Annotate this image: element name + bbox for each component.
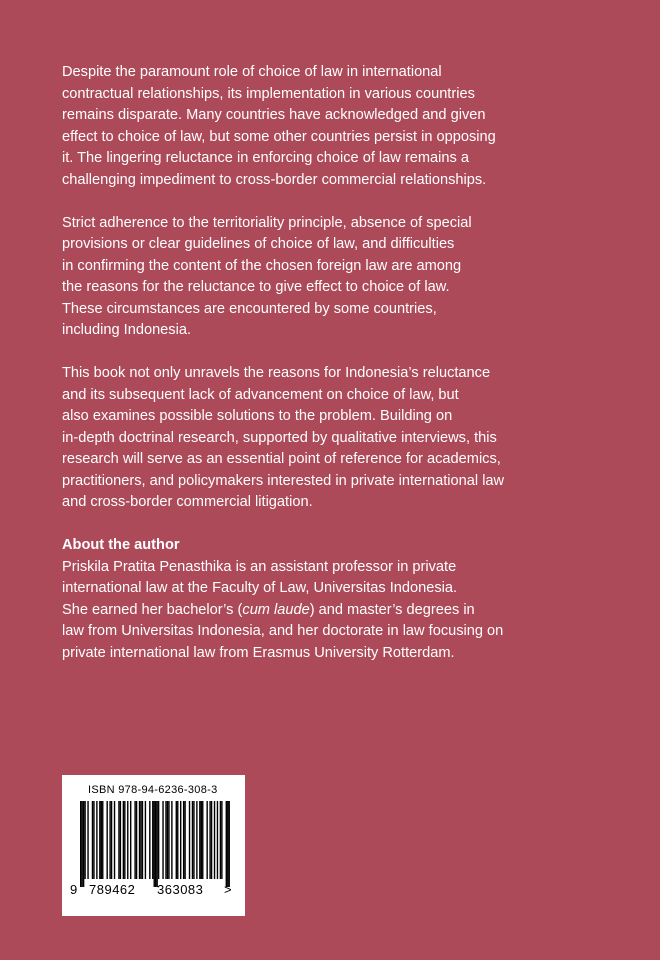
barcode-bar [206,801,207,879]
text-line: international law at the Faculty of Law, Universitas Indonesia. [62,580,458,596]
description-paragraph-1 [62,62,610,191]
barcode-bar [99,801,100,879]
barcode-bar [93,801,94,879]
barcode-bar [87,801,88,879]
text-line: Priskila Pratita Penasthika is an assistant professor in private [62,558,457,575]
text-line: in-depth doctrinal research, supported by qualitative interviews, this [62,429,497,446]
barcode-bar [124,801,125,879]
barcode-bar [134,801,135,879]
barcode-bar [123,801,124,879]
barcode-bar [165,801,166,879]
barcode-lead-digit: 9 [70,882,78,897]
text-line: practitioners, and policymakers interested in private international law [62,472,505,489]
barcode-bar [177,801,178,879]
text-line: in confirming the content of the chosen foreign law are among [62,257,462,274]
barcode-bar [220,801,221,879]
barcode-bar [180,801,181,879]
barcode-bar [96,801,97,879]
barcode-bar [140,801,141,879]
text-line: also examines possible solutions to the problem. Building on [62,408,453,424]
barcode-bar [83,801,84,887]
barcode-bar [217,801,218,879]
text-line: including Indonesia. [62,322,192,338]
description-paragraph-3 [62,363,610,514]
text-line: provisions or clear guidelines of choice of law, and difficulties [62,236,455,252]
barcode-bar [229,801,230,887]
barcode-bar [114,801,115,879]
barcode-bar [155,801,156,887]
barcode-bar [80,801,81,887]
barcode-bar [199,801,200,879]
text-line: This book not only unravels the reasons for Indonesia’s reluctance [62,365,491,381]
barcode-bar [106,801,107,879]
barcode-bar [142,801,143,879]
text-line [62,600,610,622]
barcode-bar [154,801,155,887]
text-line: remains disparate. Many countries have acknowledged and given [62,107,486,123]
text-line: contractual relationships, its implementation in various countries [62,85,475,102]
barcode-bar [168,801,169,879]
barcode-bar [111,801,112,879]
barcode-bar [109,801,110,879]
barcode-bar [192,801,193,879]
barcode-bar [102,801,103,879]
isbn-label: ISBN 978-94-6236-308-3 [88,784,218,796]
text-line: the reasons for the reluctance to give effect to choice of law. [62,279,450,295]
barcode-bar [130,801,131,879]
description-paragraph-2 [62,213,610,342]
barcode-bar [156,801,157,887]
barcode-bar [162,801,163,879]
barcode-bar [136,801,137,879]
text-line: it. The lingering reluctance in enforcing choice of law remains a [62,150,469,166]
barcode-bar [214,801,215,879]
barcode-bar [92,801,93,879]
barcode-bar [193,801,194,879]
barcode-bar [183,801,184,879]
barcode-bar [120,801,121,879]
barcode-left-digits: 789462 [89,882,136,897]
barcode-bar [145,801,146,879]
text-line: These circumstances are encountered by some countries, [62,300,437,317]
italic-text: cum laude [242,601,310,618]
barcode-bar [81,801,82,887]
barcode-panel [62,775,245,916]
text-line: research will serve as an essential point of reference for academics, [62,451,501,467]
barcode-bar [226,801,227,887]
barcode-bar [171,801,172,879]
text-line: and cross-border commercial litigation. [62,494,313,510]
barcode-bar [149,801,150,879]
barcode-bar [201,801,202,879]
barcode-bar [139,801,140,879]
barcode-bar [84,801,85,879]
text-line: Despite the paramount role of choice of law in international [62,64,442,80]
barcode-bar [127,801,128,879]
barcode-bar [189,801,190,879]
text-line: Strict adherence to the territoriality principle, absence of special [62,214,472,231]
text-fragment: ) and master’s degrees in [309,601,475,618]
barcode-bar [101,801,102,879]
barcode-bar [184,801,185,879]
barcode-bar [167,801,168,879]
text-line: private international law from Erasmus University Rotterdam. [62,644,455,661]
barcode-quiet-mark: > [224,882,233,897]
barcode-bar [227,801,228,887]
barcode-bar [176,801,177,879]
text-line: law from Universitas Indonesia, and her doctorate in law focusing on [62,623,504,639]
text-line: and its subsequent lack of advancement on choice of law, but [62,386,459,403]
barcode-bar [152,801,153,879]
barcode-bar [202,801,203,879]
barcode-right-digits: 363083 [157,882,204,897]
barcode-bar [211,801,212,879]
barcode-bar [221,801,222,879]
barcode-bar [158,801,159,879]
about-the-author [62,535,610,664]
back-cover-text [62,62,610,686]
barcode-bar [196,801,197,879]
text-fragment: She earned her bachelor’s ( [62,601,243,618]
barcode-bar [118,801,119,879]
barcode-bar [209,801,210,879]
barcode-icon [80,801,230,891]
text-line: challenging impediment to cross-border commercial relationships. [62,171,487,188]
text-line: effect to choice of law, but some other countries persist in opposing [62,128,496,145]
about-heading: About the author [62,537,180,553]
